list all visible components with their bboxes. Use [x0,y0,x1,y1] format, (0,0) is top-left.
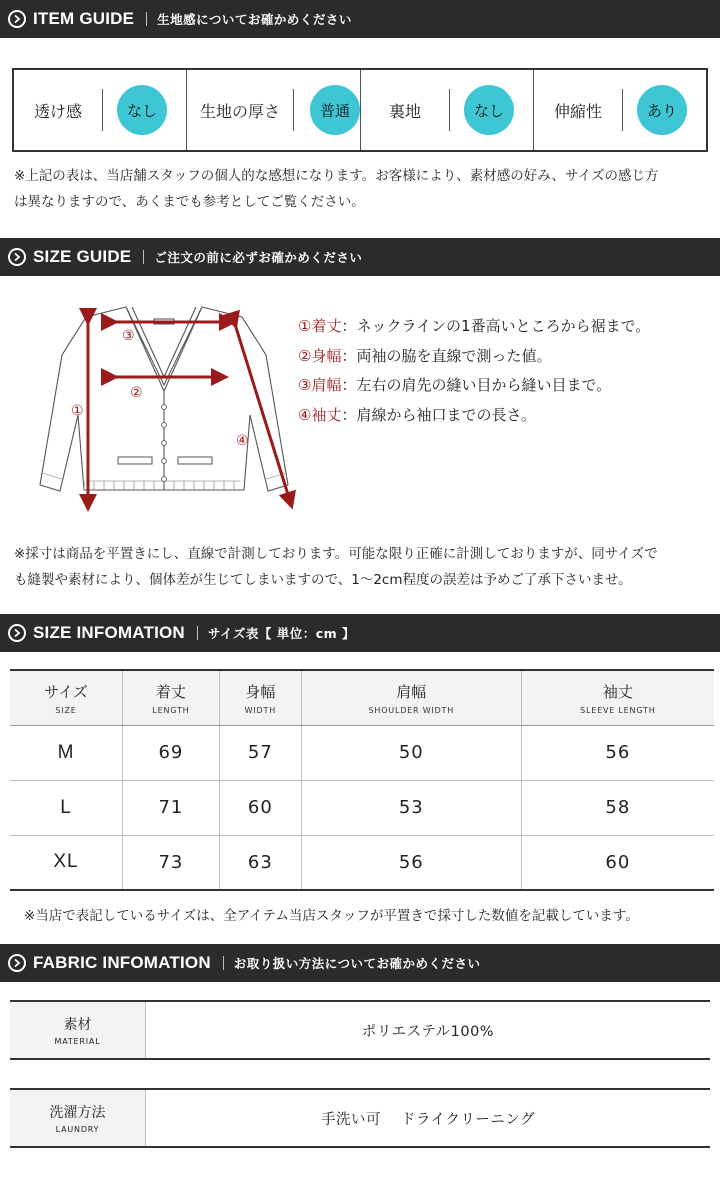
chevron-right-icon [8,10,26,28]
section-subtitle: ご注文の前に必ずお確かめください [154,250,363,265]
measurement-legend [298,312,650,430]
guide-label: 伸縮性 [553,101,602,121]
col-header-sleeve: 袖丈 SLEEVE LENGTH [521,670,714,725]
section-subtitle: 生地感についてお確かめください [157,12,352,27]
col-header-shoulder: 肩幅 SHOULDER WIDTH [301,670,521,725]
table-row: L 71 60 53 58 [10,780,714,835]
item-guide-note: ※上記の表は、当店舗スタッフの個人的な感想になります。お客様により、素材感の好み、サイズの感じ方 は異なりますので、あくまでも参考としてご覧ください。 [14,168,659,210]
size-table-header-row [10,670,714,725]
item-guide-box [12,68,708,152]
size-info-header [0,614,720,652]
legend-row: ①着丈：ネックラインの1番高いところから裾まで。 [298,317,651,335]
guide-label: 透け感 [33,101,82,121]
item-guide-header [0,0,720,38]
left-pocket [118,457,152,464]
col-header-width: 身幅 WIDTH [219,670,301,725]
size-guide-note: ※採寸は商品を平置きにし、直線で計測しております。可能な限り正確に計測しておりますが、同サイズで も縫製や素材により、個体差が生じてしまいますので、1〜2cm程度の誤差は予めご了承下さいませ。 [14,546,658,588]
fabric-label: 洗濯方法 [49,1105,106,1121]
fabric-label-en: MATERIAL [54,1037,101,1046]
guide-cell-sheerness [14,70,187,150]
size-guide-header [0,238,720,276]
fabric-value: ポリエステル100% [361,1023,495,1040]
fabric-info-header [0,944,720,982]
col-header-size: サイズ SIZE [10,670,123,725]
guide-value-badge: なし [464,85,514,135]
section-subtitle: サイズ表【 単位：cm 】 [207,626,356,641]
legend-row: ②身幅：両袖の脇を直線で測った値。 [298,346,552,365]
guide-value-badge: あり [637,85,687,135]
col-header-length: 着丈 LENGTH [123,670,220,725]
cardigan-measurement-diagram [28,295,300,525]
marker-2: ② [130,385,143,401]
guide-label: 裏地 [388,101,421,121]
fabric-label-en: LAUNDRY [55,1125,100,1134]
guide-cell-lining [361,70,534,150]
marker-3: ③ [122,328,135,344]
marker-4: ④ [236,433,249,449]
size-info-note: ※当店で表記しているサイズは、全アイテム当店スタッフが平置きで採寸した数値を記載しています。 [24,908,639,924]
fabric-row-material [10,1000,710,1060]
chevron-right-icon [8,248,26,266]
guide-value-badge: なし [117,85,167,135]
chevron-right-icon [8,624,26,642]
section-title: FABRIC INFOMATION [33,953,211,972]
section-title: SIZE INFOMATION [33,623,185,642]
marker-1: ① [71,403,84,419]
right-pocket [178,457,212,464]
fabric-value: 手洗い可 ドライクリーニング [320,1111,536,1128]
table-row: M 69 57 50 56 [10,725,714,780]
legend-row: ④袖丈：肩線から袖口までの長さ。 [298,405,536,424]
section-title: ITEM GUIDE [33,9,135,28]
guide-cell-stretch [534,70,706,150]
guide-cell-thickness [187,70,361,150]
legend-row: ③肩幅：左右の肩先の縫い目から縫い目まで。 [298,376,612,394]
section-title: SIZE GUIDE [33,247,132,266]
guide-value-badge: 普通 [310,85,360,135]
fabric-row-laundry [10,1088,710,1148]
chevron-right-icon [8,954,26,972]
fabric-label: 素材 [63,1017,92,1033]
guide-label: 生地の厚さ [199,101,280,121]
section-subtitle: お取り扱い方法についてお確かめください [233,956,481,971]
size-table [10,669,714,891]
table-row: XL 73 63 56 60 [10,835,714,890]
